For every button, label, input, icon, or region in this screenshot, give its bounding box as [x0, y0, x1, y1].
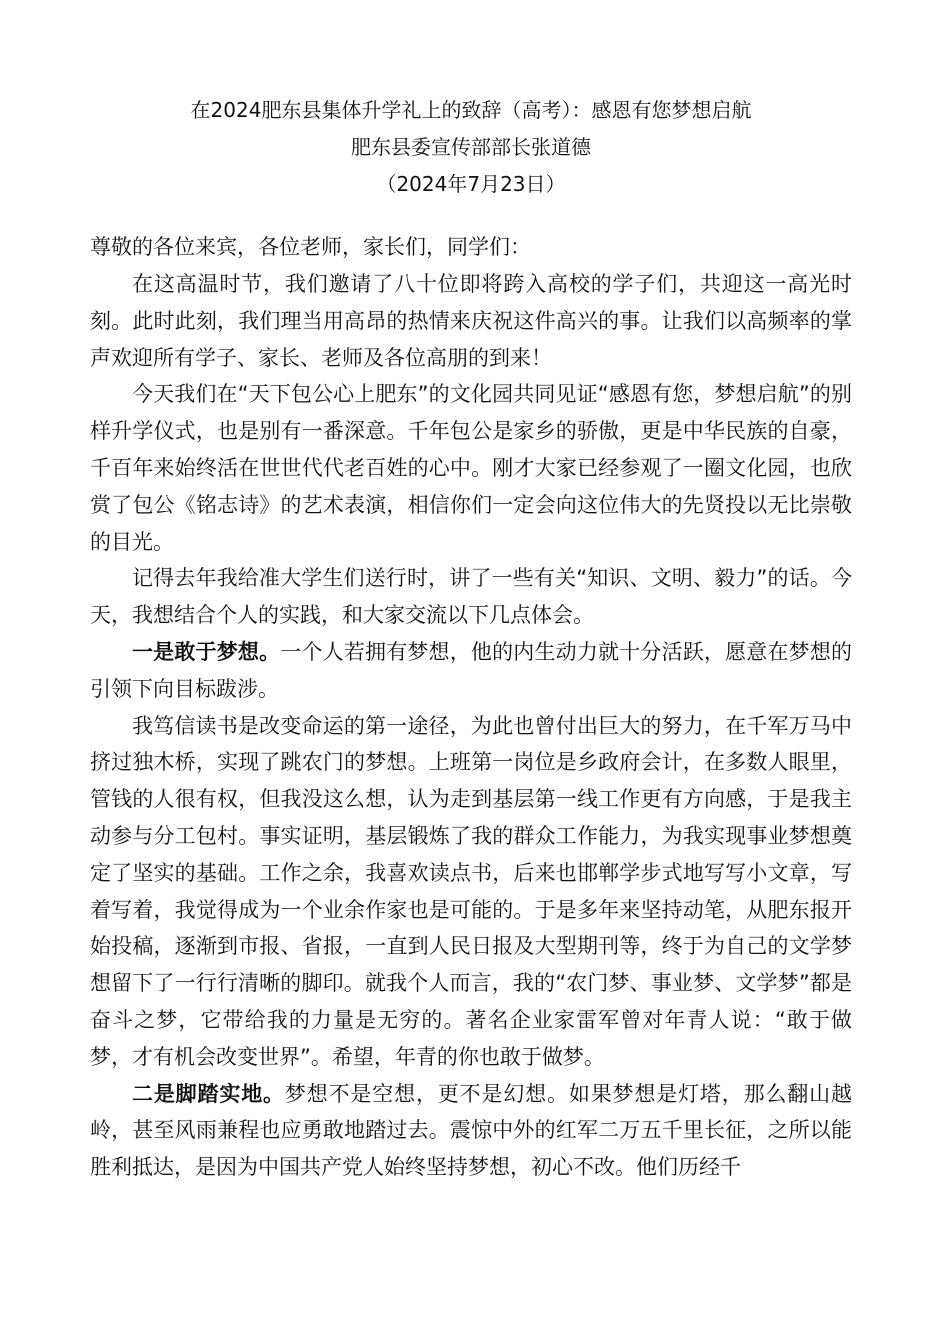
paragraph-text: 今天我们在“天下包公心上肥东”的文化园共同见证“感恩有您，梦想启航”的别样升学仪式，也是别有一番深意。千年包公是家乡的骄傲，更是中华民族的自豪，千百年来始终活在世世代代老百姓的心中。刚才大家已经参观了一圈文化园，也欣赏了包公《铭志诗》的艺术表演，相信你们一定会向这位伟大的先贤投以无比崇敬的目光。 — [90, 382, 852, 554]
body-paragraph — [90, 266, 852, 376]
paragraph-text: 记得去年我给准大学生们送行时，讲了一些有关“知识、文明、毅力”的话。今天，我想结合个人的实践，和大家交流以下几点体会。 — [90, 566, 852, 628]
paragraph-lead: 二是脚踏实地。 — [132, 1081, 285, 1106]
paragraph-text: 一个人若拥有梦想，他的内生动力就十分活跃，愿意在梦想的引领下向目标跋涉。 — [90, 639, 853, 701]
paragraph-text: 在这高温时节，我们邀请了八十位即将跨入高校的学子们，共迎这一高光时刻。此时此刻，我们理当用高昂的热情来庆祝这件高兴的事。让我们以高频率的掌声欢迎所有学子、家长、老师及各位高朋的到来！ — [90, 272, 852, 370]
paragraph-text: 梦想不是空想，更不是幻想。如果梦想是灯塔，那么翻山越岭，甚至风雨兼程也应勇敢地踏过去。震惊中外的红军二万五千里长征，之所以能胜利抵达，是因为中国共产党人始终坚持梦想，初心不改。他们历经千 — [90, 1081, 852, 1180]
salutation: 尊敬的各位来宾，各位老师，家长们，同学们： — [90, 235, 531, 259]
document-page — [90, 92, 852, 1186]
paragraph-lead: 一是敢于梦想。 — [132, 639, 281, 664]
date-line: （2024年7月23日） — [376, 172, 566, 196]
title-block — [90, 92, 852, 203]
body-paragraph — [90, 376, 852, 560]
document-title: 在2024肥东县集体升学礼上的致辞（高考）：感恩有您梦想启航 — [190, 98, 752, 122]
author-line: 肥东县委宣传部部长张道德 — [351, 135, 591, 159]
body-paragraph — [90, 560, 852, 634]
body-paragraph — [90, 634, 852, 708]
body-paragraph — [90, 708, 852, 1076]
paragraph-text: 我笃信读书是改变命运的第一途径，为此也曾付出巨大的努力，在千军万马中挤过独木桥，实现了跳农门的梦想。上班第一岗位是乡政府会计，在多数人眼里，管钱的人很有权，但我没这么想，认为走到基层第一线工作更有方向感，于是我主动参与分工包村。事实证明，基层锻炼了我的群众工作能力，为我实现事业梦想奠定了坚实的基础。工作之余，我喜欢读点书，后来也邯郸学步式地写写小文章，写着写着，我觉得成为一个业余作家也是可能的。于是多年来坚持动笔，从肥东报开始投稿，逐渐到市报、省报，一直到人民日报及大型期刊等，终于为自己的文学梦想留下了一行行清晰的脚印。就我个人而言，我的“农门梦、事业梦、文学梦”都是奋斗之梦，它带给我的力量是无穷的。著名企业家雷军曾对年青人说：“敢于做梦，才有机会改变世界”。希望，年青的你也敢于做梦。 — [90, 713, 852, 1069]
body-paragraph — [90, 1076, 852, 1186]
